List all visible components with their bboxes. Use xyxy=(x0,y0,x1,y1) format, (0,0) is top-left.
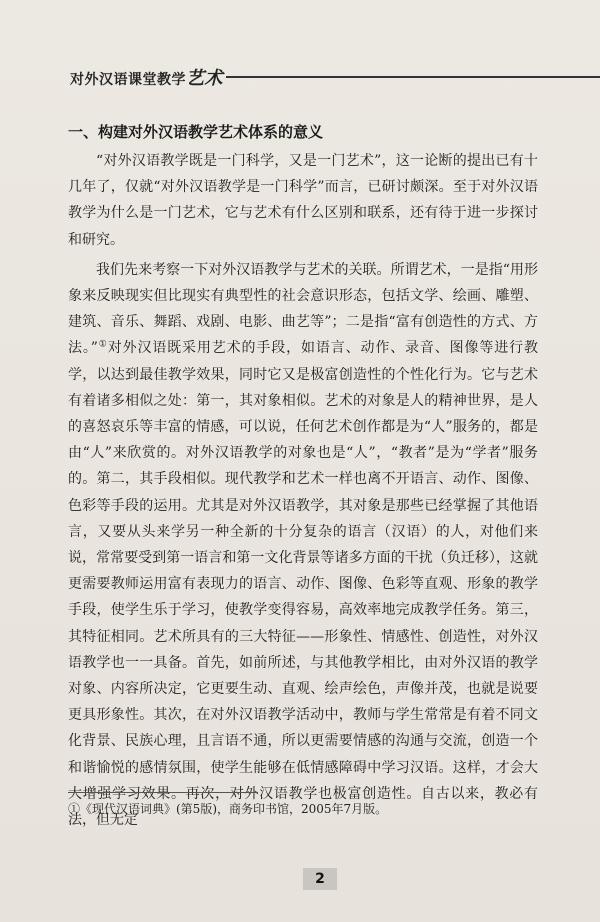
footnote-rule xyxy=(68,792,258,793)
header-title-accent: 艺术 xyxy=(186,68,223,89)
section-title: 一、构建对外汉语教学艺术体系的意义 xyxy=(68,123,324,141)
running-header xyxy=(70,64,600,89)
paragraph-1: “对外汉语教学既是一门科学，又是一门艺术”，这一论断的提出已有十几年了，仅就“对外汉语教学是一门科学”而言，已研讨颇深。至于对外汉语教学为什么是一门艺术，它与艺术有什么区别和联系，还有待于进一步探讨和研究。 xyxy=(68,153,538,248)
header-title: 对外汉语课堂教学艺术 xyxy=(70,68,223,89)
footnote: ①《现代汉语词典》(第5版)，商务印书馆，2005年7月版。 xyxy=(68,802,388,816)
body-text xyxy=(68,148,538,833)
paragraph-2: 我们先来考察一下对外汉语教学与艺术的关联。所谓艺术，一是指“用形象来反映现实但比现实有典型性的社会意识形态，包括文学、绘画、雕塑、建筑、音乐、舞蹈、戏剧、电影、曲艺等”；二是指“富有创造性的方式、方法。”①对外汉语既采用艺术的手段，如语言、动作、录音、图像等进行教学，以达到最佳教学效果，同时它又是极富创造性的个性化行为。它与艺术有着诸多相似之处：第一，其对象相似。艺术的对象是人的精神世界，是人的喜怒哀乐等丰富的情感，可以说，任何艺术创作都是为“人”服务的，都是由“人”来欣赏的。对外汉语教学的对象也是“人”，“教者”是为“学者”服务的。第二，其手段相似。现代教学和艺术一样也离不开语言、动作、图像、色彩等手段的运用。尤其是对外汉语教学，其对象是那些已经掌握了其他语言，又要从头来学另一种全新的十分复杂的语言（汉语）的人，对他们来说，常常要受到第一语言和第一文化背景等诸多方面的干扰（负迁移），这就更需要教师运用富有表现力的语言、动作、图像、色彩等直观、形象的教学手段，使学生乐于学习，使教学变得容易，高效率地完成教学任务。第三，其特征相同。艺术所具有的三大特征——形象性、情感性、创造性，对外汉语教学也一一具备。首先，如前所述，与其他教学相比，由对外汉语的教学对象、内容所决定，它更要生动、直观、绘声绘色，声像并茂，也就是说要更具形象性。其次，在对外汉语教学活动中，教师与学生常常是有着不同文化背景、民族心理，且言语不通，所以更需要情感的沟通与交流，创造一个和谐愉悦的感情氛围，使学生能够在低情感障碍中学习汉语。这样，才会大大增强学习效果。再次，对外汉语教学也极富创造性。自古以来，教必有法，但无定 xyxy=(68,261,538,829)
footnote-marker[interactable]: ① xyxy=(97,339,108,350)
page-number: 2 xyxy=(303,868,337,890)
header-rule xyxy=(226,76,600,78)
